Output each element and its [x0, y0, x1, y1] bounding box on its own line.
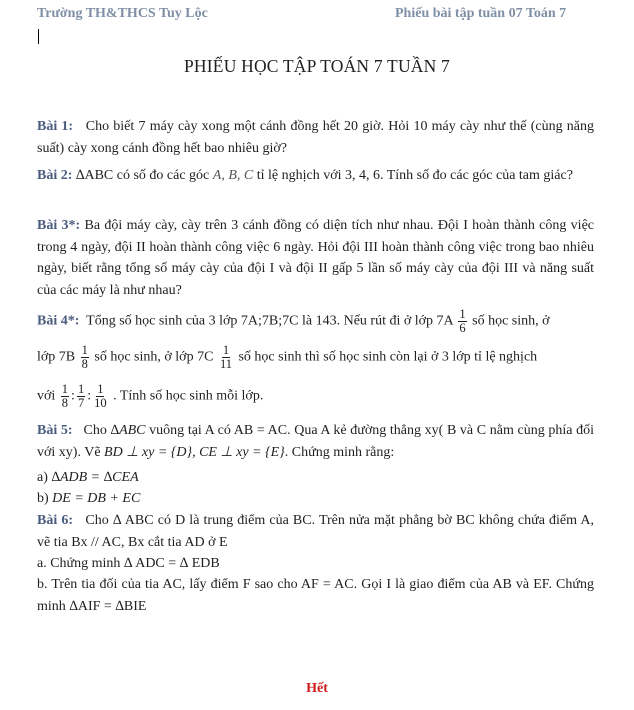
exercise-5-part-a [37, 467, 594, 489]
header-sheet-title: Phiếu bài tập tuần 07 Toán 7 [395, 6, 567, 21]
exercise-6-part-a [37, 553, 594, 575]
exercise-3 [37, 215, 594, 301]
exercise-5 [37, 420, 594, 463]
exercise-1 [37, 116, 594, 159]
exercise-6-a-text: a. Chứng minh ∆ ADC = ∆ EDB [37, 556, 220, 571]
exercise-5-a-expr: ∆ADB = ∆CEA [51, 470, 139, 485]
exercise-2 [37, 165, 594, 187]
exercise-3-text: Ba đội máy cày, cày trên 3 cánh đồng có diện tích như nhau. Đội I hoàn thành công việc trong 4 ngày, đội II hoàn thành công việc 6 ngày. Hỏi đội III hoàn thành công việc trong bao nhiêu ngày, biết rằng tổng số máy cày của đội I và đội II gấp 5 lần số máy cày của đội III và năng suất của các máy là như nhau? [37, 218, 595, 298]
fraction-1-8-ratio: $\frac{1}{8}$ [61, 382, 69, 410]
exercise-4-text-1: Tổng số học sinh của 3 lớp 7A;7B;7C là 143. Nếu rút đi ở lớp 7A [86, 313, 453, 329]
exercise-5-triangle: ∆ABC [110, 423, 146, 438]
header-school: Trường TH&THCS Tuy Lộc [37, 6, 208, 21]
exercise-4-text-4: số học sinh, ở lớp 7C [94, 349, 214, 365]
exercise-6-label: Bài 6: [37, 513, 74, 528]
exercise-4-text-2: số học sinh, ở [472, 313, 550, 329]
end-marker: Hết [306, 681, 328, 696]
exercise-6-part-b [37, 574, 594, 617]
exercise-1-label: Bài 1: [37, 119, 74, 134]
exercise-5-label: Bài 5: [37, 423, 73, 438]
exercise-4-text-5: số học sinh thì số học sinh còn lại ở 3 lớp tỉ lệ nghịch [238, 349, 538, 365]
exercise-4-text-6: với [37, 388, 56, 404]
exercise-5-condition: BD ⊥ xy = {D}, CE ⊥ xy = {E} [104, 444, 285, 460]
exercise-4-line-2 [37, 344, 594, 371]
exercise-2-label: Bài 2: [37, 168, 73, 183]
exercise-4-line-1 [37, 308, 594, 335]
exercise-5-text-1: Cho [83, 423, 107, 438]
exercise-3-label: Bài 3*: [37, 218, 81, 233]
fraction-1-7-ratio: $\frac{1}{7}$ [77, 382, 85, 410]
exercise-5-text-2: vuông tại A có AB = AC. Qua A kẻ đường thẳng xy( B và C nằm cùng phía đối với xy). Vẽ [37, 423, 595, 460]
exercise-5-b-label: b) [37, 491, 49, 506]
exercise-6-text: Cho ∆ ABC có D là trung điểm của BC. Trên nửa mặt phẳng bờ BC không chứa điểm A, vẽ tia Bx // AC, Bx cắt tia AD ở E [37, 513, 594, 550]
exercise-1-text: Cho biết 7 máy cày xong một cánh đồng hết 20 giờ. Hỏi 10 máy cày như thế (cùng năng suất) cày xong cánh đồng hết bao nhiêu giờ? [37, 119, 595, 156]
fraction-1-11: $\frac{1}{11}$ [219, 343, 232, 371]
fraction-1-6: $\frac{1}{6}$ [459, 307, 466, 335]
exercise-4-text-7: . Tính số học sinh mỗi lớp. [113, 388, 264, 404]
exercise-4-label: Bài 4*: [37, 313, 80, 329]
exercise-2-angles: A, B, C [212, 168, 254, 183]
exercise-4-line-3 [37, 383, 594, 410]
ratio-separator: : [71, 388, 75, 404]
ratio-separator: : [87, 388, 92, 404]
exercise-2-text-b: tỉ lệ nghịch với 3, 4, 6. Tính số đo các góc của tam giác? [256, 168, 573, 183]
exercise-6 [37, 510, 594, 553]
exercise-5-part-b [37, 488, 594, 510]
exercise-5-a-label: a) [37, 470, 48, 485]
fraction-1-8: $\frac{1}{8}$ [81, 343, 88, 371]
text-cursor [38, 29, 39, 44]
exercise-5-b-expr: DE = DB + EC [52, 491, 141, 506]
exercise-6-b-text: b. Trên tia đối của tia AC, lấy điểm F sao cho AF = AC. Gọi I là giao điểm của AB và EF. Chứng minh ∆AIF = ∆BIE [37, 577, 594, 614]
exercise-2-text-a: ∆ABC có số đo các góc [75, 168, 210, 183]
exercise-5-text-3: . Chứng minh rằng: [284, 444, 395, 460]
page-title: PHIẾU HỌC TẬP TOÁN 7 TUẦN 7 [184, 56, 450, 76]
exercise-4-text-3: lớp 7B [37, 349, 76, 365]
fraction-1-10-ratio: $\frac{1}{10}$ [94, 382, 107, 410]
